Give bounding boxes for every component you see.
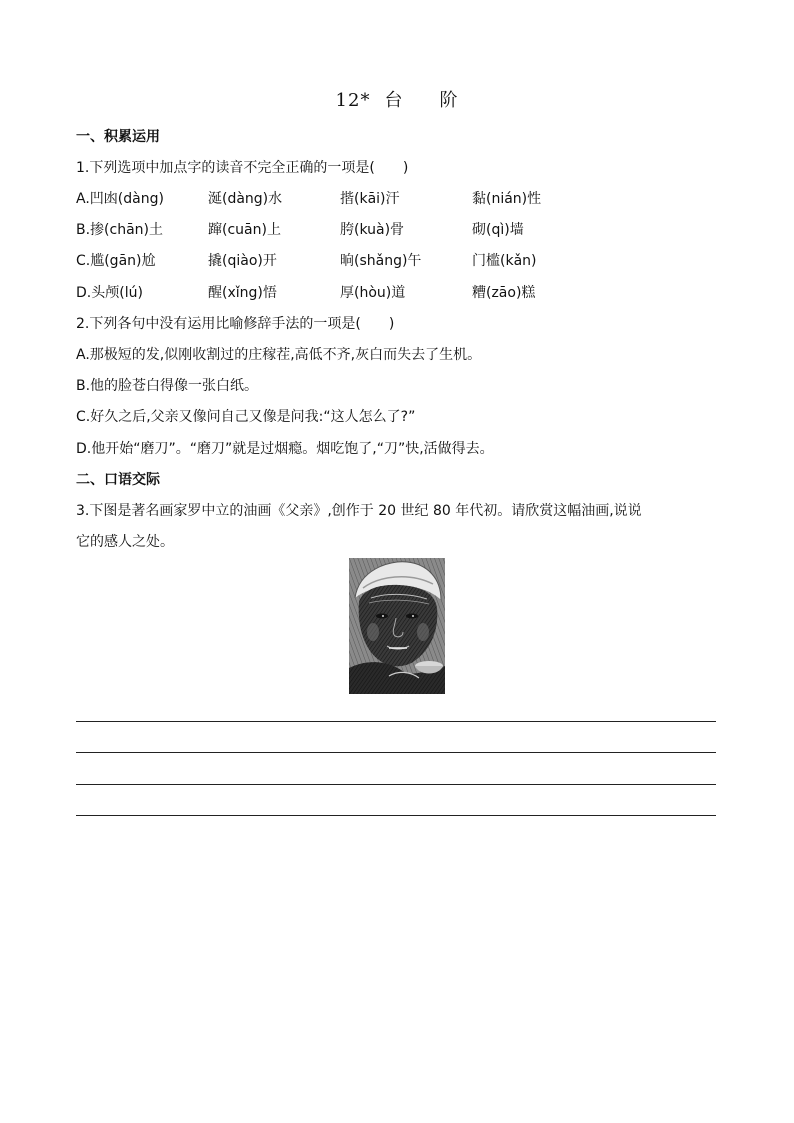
question-1-stem: 1.下列选项中加点字的读音不完全正确的一项是( ) (76, 160, 409, 176)
lesson-number: 12* (335, 90, 371, 111)
section-heading-oral: 二、口语交际 (76, 472, 160, 488)
father-painting-image (349, 558, 445, 694)
section-heading-accumulation: 一、积累运用 (76, 129, 160, 145)
q1-b-item-1: B.掺(chān)土 (76, 222, 164, 238)
q1-a-item-3: 揩(kāi)汗 (340, 191, 400, 207)
page-title (0, 86, 794, 112)
title-char-2: 阶 (439, 90, 459, 111)
answer-line-1 (76, 721, 716, 722)
answer-line-3 (76, 784, 716, 785)
question-2-option-c: C.好久之后,父亲又像问自己又像是问我:“这人怎么了?” (76, 409, 416, 425)
q1-d-item-4: 糟(zāo)糕 (472, 285, 536, 301)
q1-a-item-2: 涎(dàng)水 (208, 191, 283, 207)
question-2-option-b: B.他的脸苍白得像一张白纸。 (76, 378, 259, 394)
q1-d-item-2: 醒(xǐng)悟 (208, 285, 277, 301)
q1-c-item-2: 撬(qiào)开 (208, 253, 277, 269)
question-2-option-a: A.那极短的发,似刚收割过的庄稼茬,高低不齐,灰白而失去了生机。 (76, 347, 482, 363)
question-2-option-d: D.他开始“磨刀”。“磨刀”就是过烟瘾。烟吃饱了,“刀”快,活做得去。 (76, 441, 494, 457)
question-2-stem: 2.下列各句中没有运用比喻修辞手法的一项是( ) (76, 316, 395, 332)
title-char-1: 台 (384, 90, 404, 111)
answer-line-4 (76, 815, 716, 816)
question-3-stem-line-1: 3.下图是著名画家罗中立的油画《父亲》,创作于 20 世纪 80 年代初。请欣赏这幅油画,说说 (76, 503, 642, 519)
q1-d-item-3: 厚(hòu)道 (340, 285, 406, 301)
q1-c-item-3: 晌(shǎng)午 (340, 253, 422, 269)
q1-c-item-4: 门槛(kǎn) (472, 253, 537, 269)
q1-b-item-4: 砌(qì)墙 (472, 222, 524, 238)
q1-a-item-4: 黏(nián)性 (472, 191, 542, 207)
q1-a-item-1: A.凹凼(dàng) (76, 191, 164, 207)
q1-b-item-3: 胯(kuà)骨 (340, 222, 405, 238)
question-3-stem-line-2: 它的感人之处。 (76, 534, 174, 550)
answer-line-2 (76, 752, 716, 753)
q1-b-item-2: 蹿(cuān)上 (208, 222, 281, 238)
q1-d-item-1: D.头颅(lú) (76, 285, 143, 301)
q1-c-item-1: C.尴(gān)尬 (76, 253, 156, 269)
